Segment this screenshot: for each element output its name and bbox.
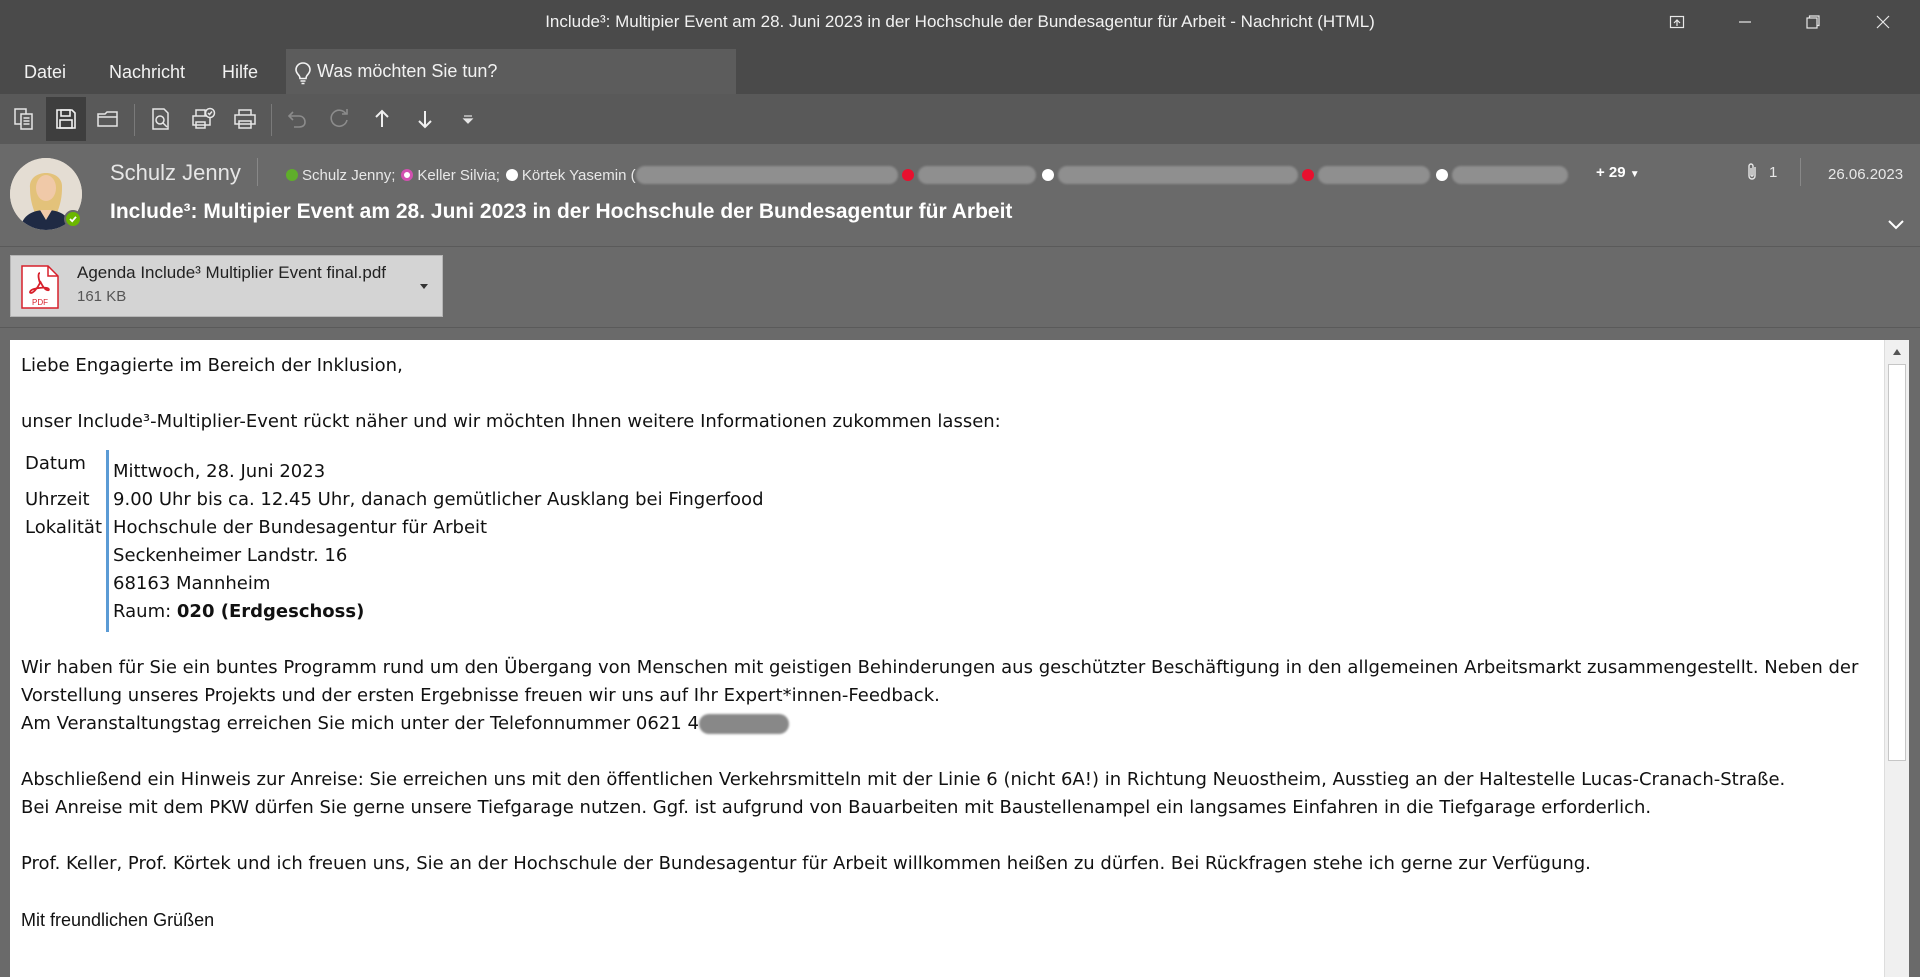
more-recipients-link[interactable]: + 29 ▼ (1596, 164, 1640, 181)
intro-text: unser Include³-Multiplier-Event rückt näher und wir möchten Ihnen weitere Informationen zukommen lassen: (21, 411, 1001, 432)
quick-print-button[interactable] (183, 97, 223, 141)
presence-busy-icon (902, 169, 914, 181)
restore-button[interactable] (1779, 0, 1847, 43)
location-value: Hochschule der Bundesagentur für Arbeit Seckenheimer Landstr. 16 68163 Mannheim Raum: 020 (Erdgeschoss) (108, 514, 764, 632)
minimize-button[interactable] (1711, 0, 1779, 43)
presence-unknown-icon (506, 169, 518, 181)
attachment-count[interactable]: 1 (1745, 162, 1777, 182)
redacted-phone (699, 714, 789, 734)
program-text-line2: Vorstellung unseres Projekts und der ersten Ergebnisse freuen wir uns auf Ihr Expert*innen-Feedback. (21, 685, 940, 706)
expand-header-icon[interactable] (1884, 212, 1908, 236)
attachment-name: Agenda Include³ Multiplier Event final.pdf (77, 263, 387, 282)
move-folder-button[interactable] (88, 97, 128, 141)
closing: Mit freundlichen Grüßen (21, 910, 215, 930)
welcome-text: Prof. Keller, Prof. Körtek und ich freuen uns, Sie an der Hochschule der Bundesagentur für Arbeit willkommen heißen zu dürfen. Bei Rückfragen stehe ich gerne zur Verfügung. (21, 853, 1591, 874)
location-label: Lokalität (25, 517, 103, 538)
minimize-icon (1737, 14, 1753, 30)
redacted-recipient (636, 166, 898, 184)
undo-icon (284, 106, 310, 132)
attachment-menu-icon[interactable] (418, 280, 430, 292)
tell-me-text: Was möchten Sie tun? (317, 61, 498, 81)
print-button[interactable] (225, 97, 265, 141)
copy-message-button[interactable] (4, 97, 44, 141)
redacted-recipient (918, 166, 1036, 184)
redacted-recipient (1452, 166, 1568, 184)
ribbon-display-options-button[interactable] (1643, 0, 1711, 43)
menu-nachricht[interactable]: Nachricht (109, 62, 186, 82)
paperclip-icon (1745, 162, 1759, 182)
presence-offline-icon (401, 169, 413, 181)
redo-button[interactable] (319, 97, 359, 141)
menu-datei[interactable]: Datei (24, 62, 67, 82)
redacted-recipient (1318, 166, 1430, 184)
attachment-size: 161 KB (77, 288, 127, 305)
recipient-koertek[interactable]: Körtek Yasemin ( (521, 166, 636, 184)
restore-icon (1805, 14, 1821, 30)
menu-hilfe[interactable]: Hilfe (222, 62, 259, 82)
date-value: Mittwoch, 28. Juni 2023 (108, 450, 764, 486)
arrow-down-icon (412, 106, 438, 132)
recipient-keller[interactable]: Keller Silvia; (417, 166, 500, 184)
message-body[interactable] (10, 340, 1884, 977)
close-button[interactable] (1849, 0, 1917, 43)
presence-unknown-icon (1042, 169, 1054, 181)
room-value: 020 (Erdgeschoss) (176, 601, 365, 622)
next-item-button[interactable] (405, 97, 445, 141)
presence-unknown-icon (1436, 169, 1448, 181)
presence-busy-icon (1302, 169, 1314, 181)
copy-message-icon (11, 106, 37, 132)
recipient-schulz[interactable]: Schulz Jenny; (302, 166, 396, 184)
print-preview-icon (148, 106, 174, 132)
lightbulb-icon (292, 61, 314, 85)
greeting: Liebe Engagierte im Bereich der Inklusion, (21, 355, 403, 376)
program-text-line1: Wir haben für Sie ein buntes Programm rund um den Übergang von Menschen mit geistigen Behinderungen aus geschützter Beschäftigung in den allgemeinen Arbeitsmarkt zusammengestellt. Neben der (21, 657, 1859, 678)
attachment-item[interactable] (10, 255, 443, 317)
window-title: Include³: Multipier Event am 28. Juni 2023 in der Hochschule der Bundesagentur für Arbeit - Nachricht (HTML) (545, 12, 1375, 31)
title-bar (0, 0, 1920, 43)
time-value: 9.00 Uhr bis ca. 12.45 Uhr, danach gemütlicher Ausklang bei Fingerfood (108, 486, 764, 514)
scroll-thumb[interactable] (1888, 364, 1906, 761)
sender-name[interactable]: Schulz Jenny (110, 160, 241, 185)
presence-available-icon (64, 210, 82, 228)
scroll-up-button[interactable] (1885, 340, 1909, 364)
travel-text-line2: Bei Anreise mit dem PKW dürfen Sie gerne unsere Tiefgarage nutzen. Ggf. ist aufgrund von Bauarbeiten mit Baustellenampel ein langsames Einfahren in die Tiefgarage erforderlich. (21, 797, 1652, 818)
print-icon (232, 106, 258, 132)
scroll-up-icon (1892, 348, 1902, 356)
arrow-up-icon (369, 106, 395, 132)
sent-date: 26.06.2023 (1828, 166, 1904, 183)
redo-icon (326, 106, 352, 132)
time-label: Uhrzeit (25, 489, 90, 510)
redacted-recipient (1058, 166, 1298, 184)
customize-toolbar-icon (455, 106, 481, 132)
ribbon-display-icon (1669, 14, 1685, 30)
chevron-down-icon: ▼ (1629, 169, 1640, 180)
pdf-file-icon (21, 265, 59, 309)
phone-text: Am Veranstaltungstag erreichen Sie mich unter der Telefonnummer 0621 4 (21, 710, 1884, 738)
save-button[interactable] (46, 97, 86, 141)
message-subject: Include³: Multipier Event am 28. Juni 2023 in der Hochschule der Bundesagentur für Arbeit (110, 200, 1013, 223)
quick-print-icon (190, 106, 216, 132)
customize-toolbar-button[interactable] (448, 97, 488, 141)
vertical-scrollbar[interactable] (1884, 340, 1909, 977)
close-icon (1875, 14, 1891, 30)
event-info-table (25, 450, 764, 632)
print-preview-button[interactable] (141, 97, 181, 141)
attachment-bar (0, 246, 1920, 328)
date-label: Datum (25, 453, 86, 474)
recipient-list (286, 164, 1568, 186)
tell-me-search[interactable] (286, 49, 736, 94)
folder-icon (95, 106, 121, 132)
presence-available-icon (286, 169, 298, 181)
pdf-label: PDF (32, 298, 48, 307)
message-header (0, 144, 1920, 246)
previous-item-button[interactable] (362, 97, 402, 141)
travel-text-line1: Abschließend ein Hinweis zur Anreise: Sie erreichen uns mit den öffentlichen Verkehrsmitteln mit der Linie 6 (nicht 6A!) in Richtung Neuostheim, Ausstieg an der Haltestelle Lucas-Cranach-Straße. (21, 769, 1786, 790)
undo-button[interactable] (277, 97, 317, 141)
save-icon (53, 106, 79, 132)
quick-access-toolbar (0, 94, 1920, 144)
